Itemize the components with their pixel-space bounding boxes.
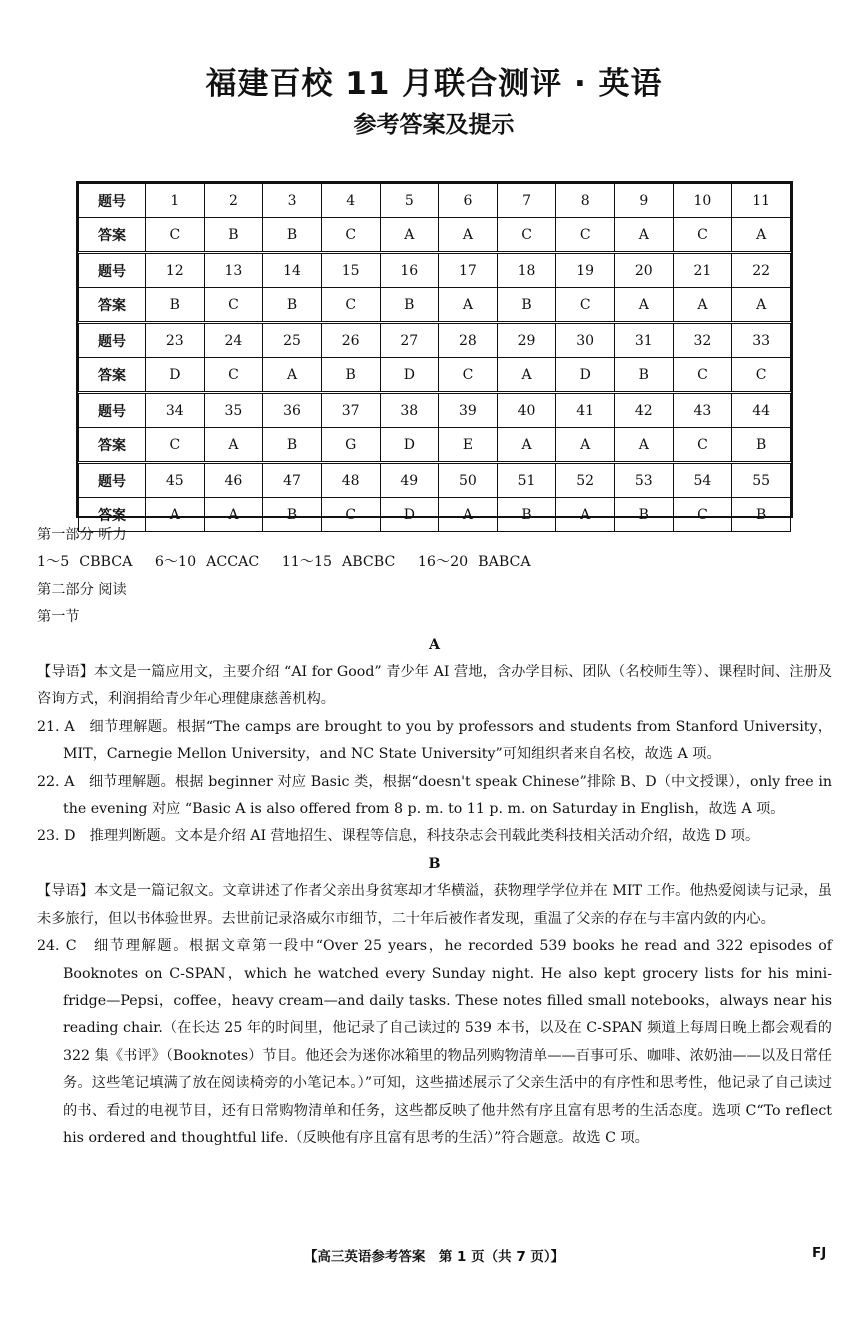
answer-cell: B bbox=[263, 428, 322, 463]
question-number-cell: 40 bbox=[497, 393, 556, 428]
question-number-cell: 55 bbox=[732, 463, 791, 498]
page-title: 福建百校 11 月联合测评 · 英语 bbox=[205, 66, 663, 102]
answer-cell: D bbox=[380, 358, 439, 393]
question-number-cell: 19 bbox=[556, 253, 615, 288]
answer-cell: C bbox=[146, 218, 205, 253]
answer-row bbox=[79, 358, 791, 393]
answer-cell: A bbox=[556, 428, 615, 463]
question-number-cell: 44 bbox=[732, 393, 791, 428]
question-number-cell: 1 bbox=[146, 184, 205, 218]
question-number-cell: 11 bbox=[732, 184, 791, 218]
answer-cell: C bbox=[497, 218, 556, 253]
range-answers: ACCAC bbox=[206, 554, 260, 571]
answer-cell: C bbox=[321, 288, 380, 323]
passage-b-intro: 【导语】本文是一篇记叙文。文章讲述了作者父亲出身贫寒却才华横溢，获物理学学位并在 MIT 工作。他热爱阅读与记录，虽未多旅行，但以书体验世界。去世前记录洛威尔市细节，二十年后被作者发现，重温了父亲的存在与丰富内敛的内心。 bbox=[37, 883, 832, 927]
question-number-cell: 23 bbox=[146, 323, 205, 358]
question-number-cell: 28 bbox=[439, 323, 498, 358]
question-number-row bbox=[79, 463, 791, 498]
question-number-cell: 54 bbox=[673, 463, 732, 498]
question-number-row bbox=[79, 184, 791, 218]
question-number-cell: 31 bbox=[615, 323, 674, 358]
question-number-row bbox=[79, 393, 791, 428]
question-number-cell: 3 bbox=[263, 184, 322, 218]
question-number-cell: 51 bbox=[497, 463, 556, 498]
answer-cell: A bbox=[380, 218, 439, 253]
passage-a-intro: 【导语】本文是一篇应用文，主要介绍 “AI for Good” 青少年 AI 营地，含办学目标、团队（名校师生等）、课程时间、注册及咨询方式，利润捐给青少年心理健康慈善机构。 bbox=[37, 664, 832, 708]
answer-cell: A bbox=[439, 498, 498, 532]
answer-cell: A bbox=[556, 498, 615, 532]
question-number-cell: 7 bbox=[497, 184, 556, 218]
answer-cell: B bbox=[146, 288, 205, 323]
question-number-cell: 37 bbox=[321, 393, 380, 428]
question-number-cell: 5 bbox=[380, 184, 439, 218]
question-number-cell: 53 bbox=[615, 463, 674, 498]
answer-cell: B bbox=[263, 288, 322, 323]
answer-cell: C bbox=[556, 218, 615, 253]
answer-cell: A bbox=[497, 358, 556, 393]
range-answers: ABCBC bbox=[342, 554, 396, 571]
answer-label: 答案 bbox=[79, 218, 146, 253]
question-number-cell: 18 bbox=[497, 253, 556, 288]
answer-cell: C bbox=[673, 498, 732, 532]
answer-cell: C bbox=[732, 358, 791, 393]
answer-cell: C bbox=[673, 218, 732, 253]
question-number-cell: 39 bbox=[439, 393, 498, 428]
question-number-cell: 14 bbox=[263, 253, 322, 288]
passage-b-label: B bbox=[428, 855, 441, 872]
answer-cell: A bbox=[615, 428, 674, 463]
question-number-cell: 8 bbox=[556, 184, 615, 218]
question-number-cell: 6 bbox=[439, 184, 498, 218]
range-answers: CBBCA bbox=[79, 554, 133, 571]
page-footer: 【高三英语参考答案 第 1 页（共 7 页）】 bbox=[303, 1249, 565, 1265]
part1-heading: 第一部分 听力 bbox=[37, 527, 127, 543]
question-number-cell: 4 bbox=[321, 184, 380, 218]
answer-cell: A bbox=[146, 498, 205, 532]
answer-cell: D bbox=[146, 358, 205, 393]
answer-cell: D bbox=[556, 358, 615, 393]
answer-cell: A bbox=[673, 288, 732, 323]
question-number-cell: 47 bbox=[263, 463, 322, 498]
question-number-cell: 42 bbox=[615, 393, 674, 428]
question-number-cell: 25 bbox=[263, 323, 322, 358]
question-23: 23. D 推理判断题。文本是介绍 AI 营地招生、课程等信息，科技杂志会刊载此类科技相关活动介绍，故选 D 项。 bbox=[37, 828, 760, 845]
answer-cell: A bbox=[732, 288, 791, 323]
answer-row bbox=[79, 218, 791, 253]
answer-cell: E bbox=[439, 428, 498, 463]
answer-row bbox=[79, 428, 791, 463]
question-number-cell: 41 bbox=[556, 393, 615, 428]
answer-cell: A bbox=[204, 498, 263, 532]
answer-cell: C bbox=[439, 358, 498, 393]
answer-cell: C bbox=[321, 498, 380, 532]
question-number-cell: 22 bbox=[732, 253, 791, 288]
question-number-cell: 16 bbox=[380, 253, 439, 288]
question-number-label: 题号 bbox=[79, 253, 146, 288]
question-number-cell: 35 bbox=[204, 393, 263, 428]
answer-cell: C bbox=[204, 358, 263, 393]
answer-cell: D bbox=[380, 428, 439, 463]
answer-cell: B bbox=[321, 358, 380, 393]
answer-cell: B bbox=[263, 498, 322, 532]
footer-code: FJ bbox=[812, 1245, 827, 1261]
answer-cell: A bbox=[732, 218, 791, 253]
page-subtitle: 参考答案及提示 bbox=[353, 112, 515, 138]
question-24: 24. C 细节理解题。根据文章第一段中“Over 25 years，he recorded 539 books he read and 322 episodes of Booknotes on C-SPAN，which he watched every Sunday night. He also kept grocery lists for his mini-fridge—Pepsi，coffee，heavy cream—and daily tasks. These notes filled small notebooks，always near his reading chair.（在长达 25 年的时间里，他记录了自己读过的 539 本书，以及在 C-SPAN 频道上每周日晚上都会观看的 322 集《书评》（Booknotes）节目。他还会为迷你冰箱里的物品列购物清单——百事可乐、咖啡、浓奶油——以及日常任务。这些笔记填满了放在阅读椅旁的小笔记本。）”可知，这些描述展示了父亲生活中的有序性和思考性，他记录了自己读过的书、看过的电视节目，还有日常购物清单和任务，这些都反映了他井然有序且富有思考的生活态度。选项 C“To reflect his ordered and thoughtful life.（反映他有序且富有思考的生活）”符合题意。故选 C 项。 bbox=[37, 938, 832, 1146]
answer-cell: B bbox=[732, 498, 791, 532]
answer-table bbox=[76, 181, 793, 524]
answer-cell: B bbox=[497, 498, 556, 532]
question-22: 22. A 细节理解题。根据 beginner 对应 Basic 类，根据“doesn't speak Chinese”排除 B、D（中文授课），only free in the evening 对应 “Basic A is also offered from 8 p. m. to 11 p. m. on Saturday in English，故选 A 项。 bbox=[37, 773, 832, 818]
range-label: 6～10 bbox=[154, 554, 197, 571]
question-number-cell: 36 bbox=[263, 393, 322, 428]
answer-cell: C bbox=[204, 288, 263, 323]
answer-label: 答案 bbox=[79, 358, 146, 393]
range-label: 16～20 bbox=[417, 554, 469, 571]
answer-cell: B bbox=[615, 358, 674, 393]
answer-cell: A bbox=[439, 288, 498, 323]
question-number-cell: 15 bbox=[321, 253, 380, 288]
question-number-cell: 38 bbox=[380, 393, 439, 428]
question-number-cell: 13 bbox=[204, 253, 263, 288]
question-number-label: 题号 bbox=[79, 323, 146, 358]
question-number-cell: 27 bbox=[380, 323, 439, 358]
answer-cell: A bbox=[439, 218, 498, 253]
answer-cell: C bbox=[146, 428, 205, 463]
question-number-label: 题号 bbox=[79, 184, 146, 218]
question-number-cell: 33 bbox=[732, 323, 791, 358]
answer-row bbox=[79, 288, 791, 323]
answer-label: 答案 bbox=[79, 498, 146, 532]
answer-cell: C bbox=[321, 218, 380, 253]
question-number-row bbox=[79, 323, 791, 358]
answer-cell: C bbox=[673, 428, 732, 463]
answer-cell: D bbox=[380, 498, 439, 532]
listening-answers bbox=[37, 549, 832, 576]
question-21: 21. A 细节理解题。根据“The camps are brought to you by professors and students from Stanford University，MIT，Carnegie Mellon University，and NC State University”可知组织者来自名校，故选 A 项。 bbox=[37, 718, 832, 763]
question-number-cell: 26 bbox=[321, 323, 380, 358]
question-number-cell: 48 bbox=[321, 463, 380, 498]
section-heading: 第一节 bbox=[37, 609, 80, 626]
range-answers: BABCA bbox=[478, 554, 531, 571]
answer-cell: A bbox=[204, 428, 263, 463]
part2-heading: 第二部分 阅读 bbox=[37, 581, 127, 598]
answer-cell: C bbox=[556, 288, 615, 323]
answer-cell: B bbox=[204, 218, 263, 253]
answer-cell: B bbox=[732, 428, 791, 463]
answer-cell: G bbox=[321, 428, 380, 463]
answer-cell: A bbox=[263, 358, 322, 393]
question-number-cell: 10 bbox=[673, 184, 732, 218]
answer-cell: B bbox=[263, 218, 322, 253]
question-number-cell: 29 bbox=[497, 323, 556, 358]
answer-cell: B bbox=[497, 288, 556, 323]
question-number-cell: 52 bbox=[556, 463, 615, 498]
question-number-cell: 46 bbox=[204, 463, 263, 498]
question-number-cell: 9 bbox=[615, 184, 674, 218]
answer-cell: B bbox=[380, 288, 439, 323]
question-number-row bbox=[79, 253, 791, 288]
range-label: 11～15 bbox=[281, 554, 332, 571]
question-number-cell: 43 bbox=[673, 393, 732, 428]
answer-explanations bbox=[37, 522, 832, 1152]
question-number-cell: 34 bbox=[146, 393, 205, 428]
answer-cell: A bbox=[497, 428, 556, 463]
answer-cell: C bbox=[673, 358, 732, 393]
question-number-cell: 30 bbox=[556, 323, 615, 358]
question-number-label: 题号 bbox=[79, 393, 146, 428]
question-number-cell: 49 bbox=[380, 463, 439, 498]
question-number-cell: 17 bbox=[439, 253, 498, 288]
question-number-cell: 20 bbox=[615, 253, 674, 288]
range-label: 1～5 bbox=[37, 554, 70, 571]
answer-cell: B bbox=[615, 498, 674, 532]
passage-a-label: A bbox=[428, 636, 440, 653]
question-number-cell: 45 bbox=[146, 463, 205, 498]
answer-cell: A bbox=[615, 218, 674, 253]
question-number-cell: 32 bbox=[673, 323, 732, 358]
question-number-cell: 50 bbox=[439, 463, 498, 498]
answer-label: 答案 bbox=[79, 288, 146, 323]
question-number-cell: 21 bbox=[673, 253, 732, 288]
question-number-cell: 12 bbox=[146, 253, 205, 288]
question-number-label: 题号 bbox=[79, 463, 146, 498]
question-number-cell: 24 bbox=[204, 323, 263, 358]
answer-cell: A bbox=[615, 288, 674, 323]
answer-label: 答案 bbox=[79, 428, 146, 463]
question-number-cell: 2 bbox=[204, 184, 263, 218]
